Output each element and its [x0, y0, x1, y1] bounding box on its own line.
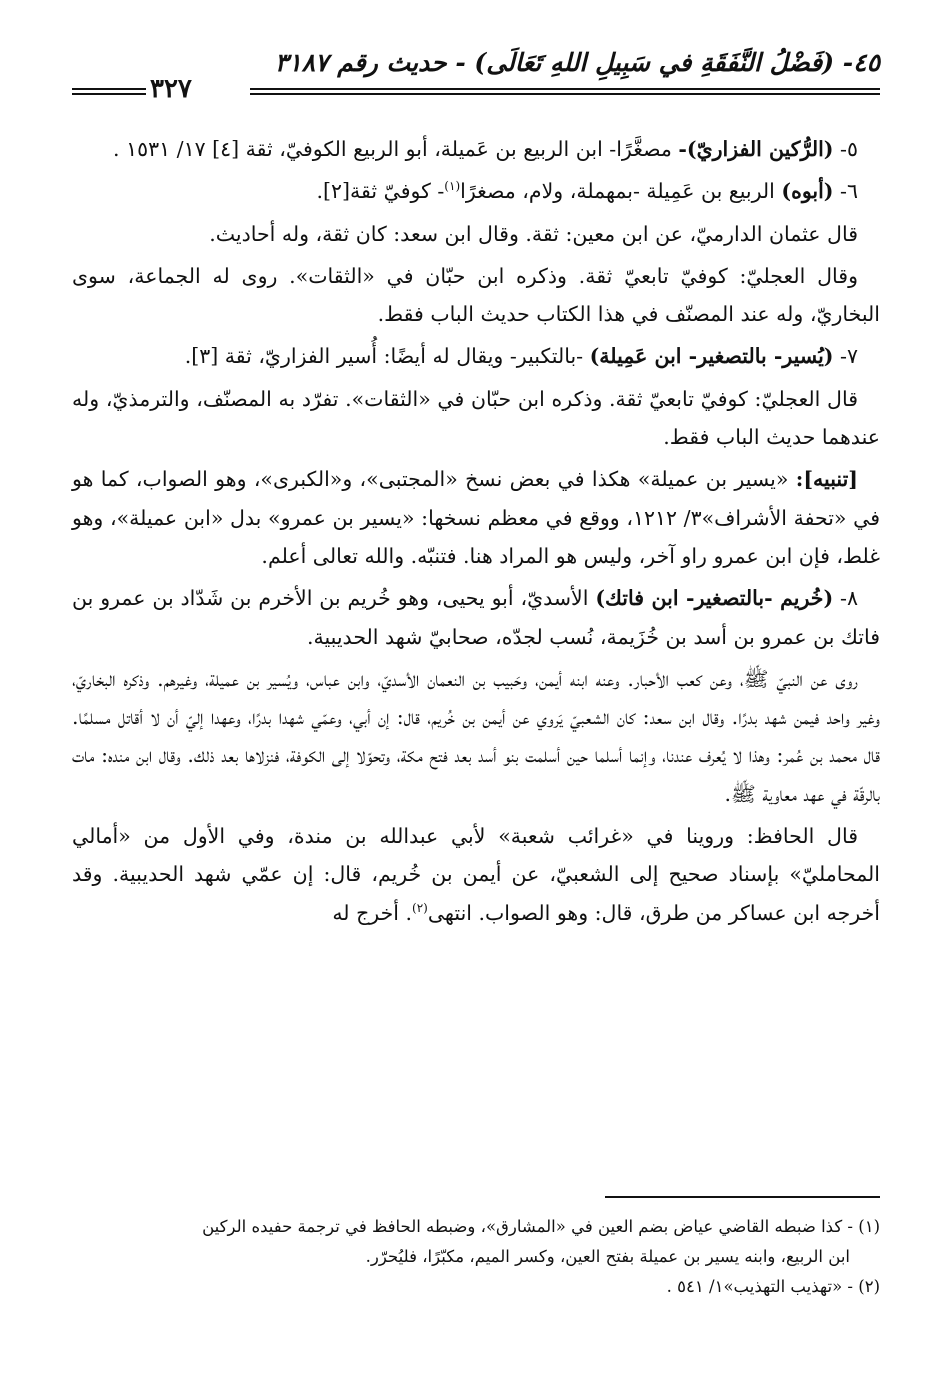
paragraph-text-cont: . أخرج له: [332, 900, 413, 925]
tanbih-label: [تنبيه]:: [795, 467, 858, 492]
footnote-separator: [605, 1196, 880, 1198]
page-header: [72, 40, 880, 110]
footnote-2: (٢) - «تهذيب التهذيب»١/ ٥٤١ .: [666, 1277, 880, 1296]
paragraph-darimi: قال عثمان الدارميّ، عن ابن معين: ثقة. وقال ابن سعد: كان ثقة، وله أحاديث.: [209, 221, 858, 246]
page-number: ٣٢٧: [150, 74, 192, 104]
entry-number: ٦-: [840, 179, 858, 204]
narrator-entry-8: [72, 579, 880, 656]
entry-text: -بالتكبير- ويقال له أيضًا: أُسير الفزاريّ، ثقة [٣].: [184, 344, 590, 369]
footnote-1-continuation: ابن الربيع، وابنه يسير بن عميلة بفتح العين، وكسر الميم، مكبّرًا، فليُحرّر.: [365, 1247, 850, 1266]
paragraph-riwaya: روى عن النبيّ ﷺ، وعن كعب الأحبار. وعنه ابنه أيمن، وحَبيب بن النعمان الأسديّ، وابن عباس، ويُسير بن عميلة، وغيرهم. وذكره البخاريّ، وغير واحد فيمن شهد بدرًا. وقال ابن سعد: كان الشعبيّ يَروي عن أيمن بن خُريم، قال: إن أبي، وعمّي شهدا بدرًا، وعهدا إليّ أن لا أقاتل مسلمًا. قال محمد بن عُمر: وهذا لا يُعرف عندنا، وإنما أسلما حين أسلمت بنو أسد بعد فتح مكة، وتحوّلا إلى الكوفة، فنزلاها بعد ذلك. وقال ابن منده: مات بالرقّة في عهد معاوية ﷺ.: [72, 666, 880, 806]
narrator-name: (خُريم -بالتصغير- ابن فاتك): [595, 586, 834, 611]
footnote-1: (١) - كذا ضبطه القاضي عياض بضم العين في «المشارق»، وضبطه الحافظ في ترجمة حفيده الركين: [202, 1217, 880, 1236]
document-page: [72, 40, 880, 1350]
narrator-entry-5: [72, 130, 880, 168]
entry-number: ٧-: [840, 344, 858, 369]
paragraph-hafiz: [72, 817, 880, 932]
entry-text: الربيع بن عَمِيلة -بمهملة، ولام، مصغرًا: [460, 179, 782, 204]
header-double-rule: [250, 88, 880, 95]
footnotes: [72, 1212, 880, 1302]
main-text: [72, 130, 880, 932]
paragraph-ijli-2: قال العجليّ: كوفيّ تابعيّ ثقة. وذكره ابن حبّان في «الثقات». تفرّد به المصنّف، والترمذيّ، وله عندهما حديث الباب فقط.: [72, 386, 880, 450]
footnote-ref-2: (٢): [412, 900, 428, 915]
entry-text: الأسديّ، أبو يحيى، وهو خُريم بن الأخرم بن شَدّاد بن عمرو بن فاتك بن عمرو بن أسد بن خُزَيمة، نُسب لجدّه، صحابيّ شهد الحديبية.: [72, 586, 880, 649]
running-title: ٤٥- (فَضْلُ النَّفَقَةِ في سَبِيلِ اللهِ تَعَالَى) - حديث رقم ٣١٨٧: [274, 48, 880, 77]
paragraph-text: قال الحافظ: وروينا في «غرائب شعبة» لأبي عبدالله بن مندة، وفي الأول من «أمالي المحامليّ» بإسناد صحيح إلى الشعبيّ، عن أيمن بن خُريم، قال: إن عمّي شهد الحديبية. وقد أخرجه ابن عساكر من طرق، قال: وهو الصواب. انتهى: [72, 824, 880, 925]
footnote-ref-1: (١): [444, 179, 461, 194]
page-number-rule: [72, 88, 146, 95]
entry-text-cont: - كوفيّ ثقة[٢].: [316, 179, 445, 204]
tanbih-note: [72, 460, 880, 575]
entry-number: ٨-: [840, 586, 858, 611]
narrator-name: (الرُّكين الفزاريّ)-: [678, 137, 834, 161]
narrator-entry-7: [72, 337, 880, 375]
narrator-entry-6: [72, 172, 880, 210]
paragraph-ijli-1: وقال العجليّ: كوفيّ تابعيّ ثقة. وذكره ابن حبّان في «الثقات». روى له الجماعة، سوى البخاريّ، وله عند المصنّف في هذا الكتاب حديث الباب فقط.: [72, 263, 880, 327]
entry-text: مصغَّرًا- ابن الربيع بن عَميلة، أبو الربيع الكوفيّ، ثقة [٤] ١٧/ ١٥٣١ .: [113, 137, 679, 161]
narrator-name: (يُسير- بالتصغير- ابن عَمِيلة): [589, 344, 834, 369]
narrator-name: (أبوه): [781, 179, 834, 204]
tanbih-text: «يسير بن عميلة» هكذا في بعض نسخ «المجتبى»، و«الكبرى»، وهو الصواب، كما هو في «تحفة الأشراف»٣/ ١٢١٢، ووقع في معظم نسخها: «يسير بن عمرو» بدل «ابن عميلة»، وهو غلط، فإن ابن عمرو راو آخر، وليس هو المراد هنا. فتنبّه. والله تعالى أعلم.: [72, 467, 880, 568]
entry-number: ٥-: [840, 137, 858, 161]
